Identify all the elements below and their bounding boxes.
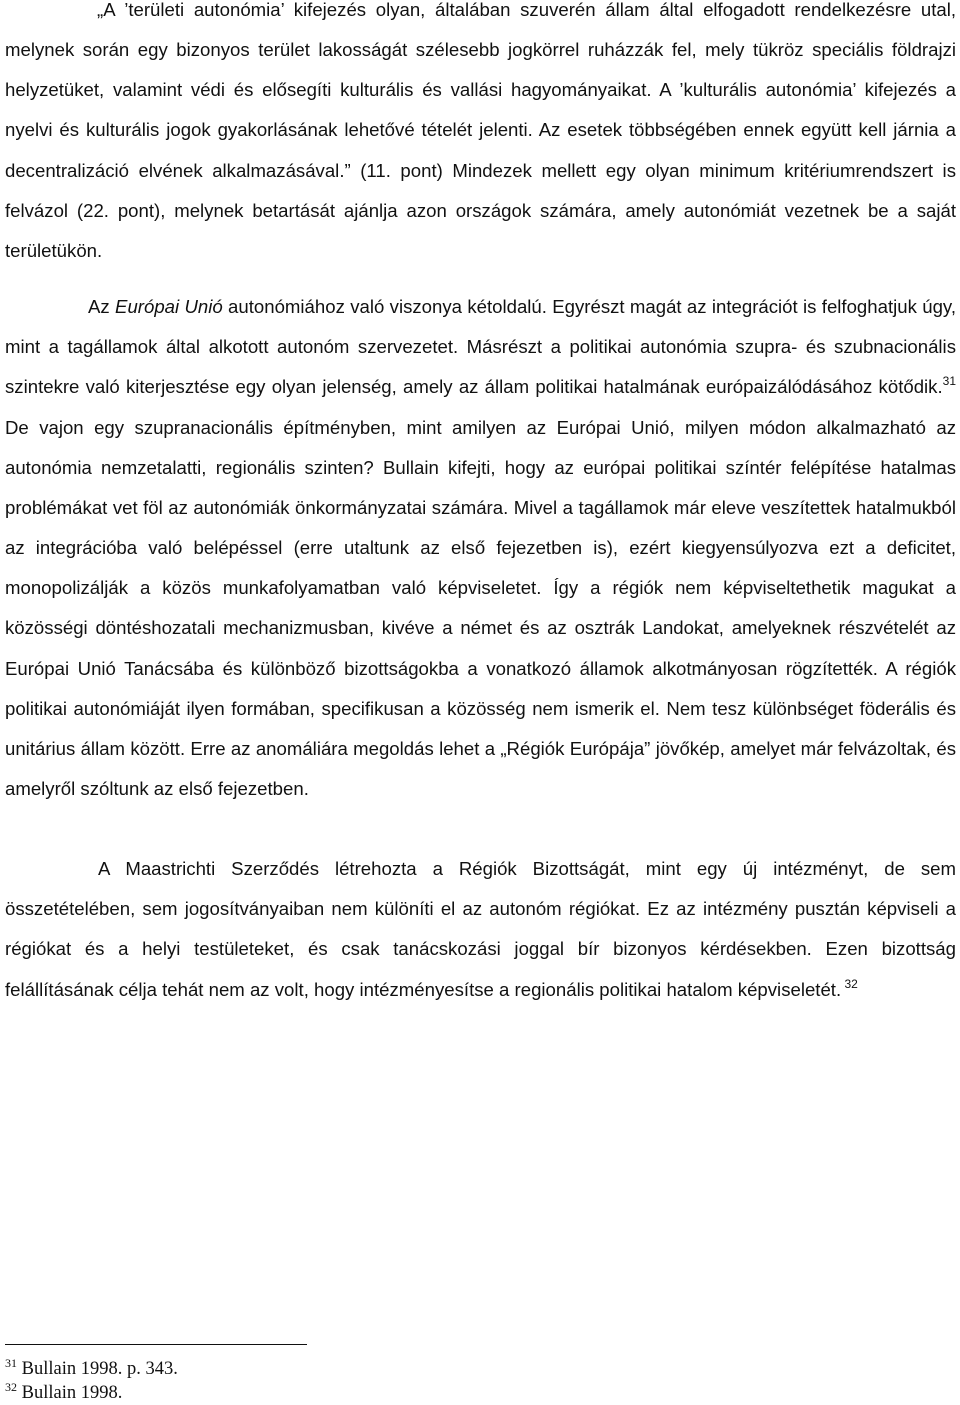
footnote-number: 31	[5, 1356, 17, 1370]
footnote-separator	[5, 1344, 307, 1345]
document-body	[5, 0, 956, 1010]
paragraph-text: Az	[88, 296, 116, 318]
footnote-ref-32: 32	[841, 976, 858, 991]
footnote-ref-31: 31	[942, 374, 956, 389]
paragraph-territorial-autonomy	[5, 0, 956, 271]
footnote-32	[5, 1381, 178, 1405]
footnote-text: Bullain 1998. p. 343.	[17, 1359, 178, 1379]
paragraph-maastricht	[5, 849, 956, 1010]
paragraph-european-union	[5, 287, 956, 809]
italic-term: Európai Unió	[115, 296, 223, 318]
paragraph-text: De vajon egy szupranacionális építményben, mint amilyen az Európai Unió, milyen módon alkalmazható az autonómia nemzetalatti, regionális szinten? Bullain kifejti, hogy az európai politikai színtér felépítése hatalmas problémákat vet föl az autonómiák önkormányzatai számára. Mivel a tagállamok már eleve veszítettek hatalmukból az integrációba való belépéssel (erre utaltunk az első fejezetben is), ezért kiegyensúlyozva ezt a deficitet, monopolizálják a közös munkafolyamatban való képviseletet. Így a régiók nem képviseltethetik magukat a közösségi döntéshozatali mechanizmusban, kivéve a német és az osztrák Landokat, amelyeknek részvételét az Európai Unió Tanácsába és különböző bizottságokba a vonatkozó államok alkotmányosan rögzítették. A régiók politikai autonómiáját ilyen formában, specifikusan a közösség nem ismerik el. Nem tesz különbséget föderális és unitárius állam között. Erre az anomáliára megoldás lehet a „Régiók Európája” jövőkép, amelyet már felvázoltak, és amelyről szóltunk az első fejezetben.	[5, 416, 956, 799]
paragraph-text: A Maastrichti Szerződés létrehozta a Régiók Bizottságát, mint egy új intézményt, de sem összetételében, sem jogosítványaiban nem különíti el az autonóm régiókat. Ez az intézmény pusztán képviseli a régiókat és a helyi testületeket, és csak tanácskozási joggal bír bizonyos kérdésekben. Ezen bizottság felállításának célja tehát nem az volt, hogy intézményesítse a regionális politikai hatalom képviseletét.	[5, 858, 956, 1000]
footnote-number: 32	[5, 1380, 17, 1394]
footnote-text: Bullain 1998.	[17, 1383, 123, 1403]
footnote-31	[5, 1357, 178, 1381]
footnotes	[5, 1357, 178, 1405]
paragraph-text: autonómiához való viszonya kétoldalú. Egyrészt magát az integrációt is felfoghatjuk úgy, mint a tagállamok által alkotott autonóm szervezetet. Másrészt a politikai autonómia szupra- és szubnacionális szintekre való kiterjesztése egy olyan jelenség, amely az állam politikai hatalmának európaizálódásához kötődik.	[5, 296, 956, 398]
paragraph-text: „A ’területi autonómia’ kifejezés olyan, általában szuverén állam által elfogadott rendelkezésre utal, melynek során egy bizonyos terület lakosságát szélesebb jogkörrel ruházzák fel, mely tükröz speciális földrajzi helyzetüket, valamint védi és elősegíti kulturális és vallási hagyományaikat. A ’kulturális autonómia’ kifejezés a nyelvi és kulturális jogok gyakorlásának lehetővé tételét jelenti. Az esetek többségében ennek együtt kell járnia a decentralizáció elvének alkalmazásával.” (11. pont) Mindezek mellett egy olyan minimum kritériumrendszert is felvázol (22. pont), melynek betartását ajánlja azon országok számára, amely autonómiát vezetnek be a saját területükön.	[5, 0, 956, 261]
